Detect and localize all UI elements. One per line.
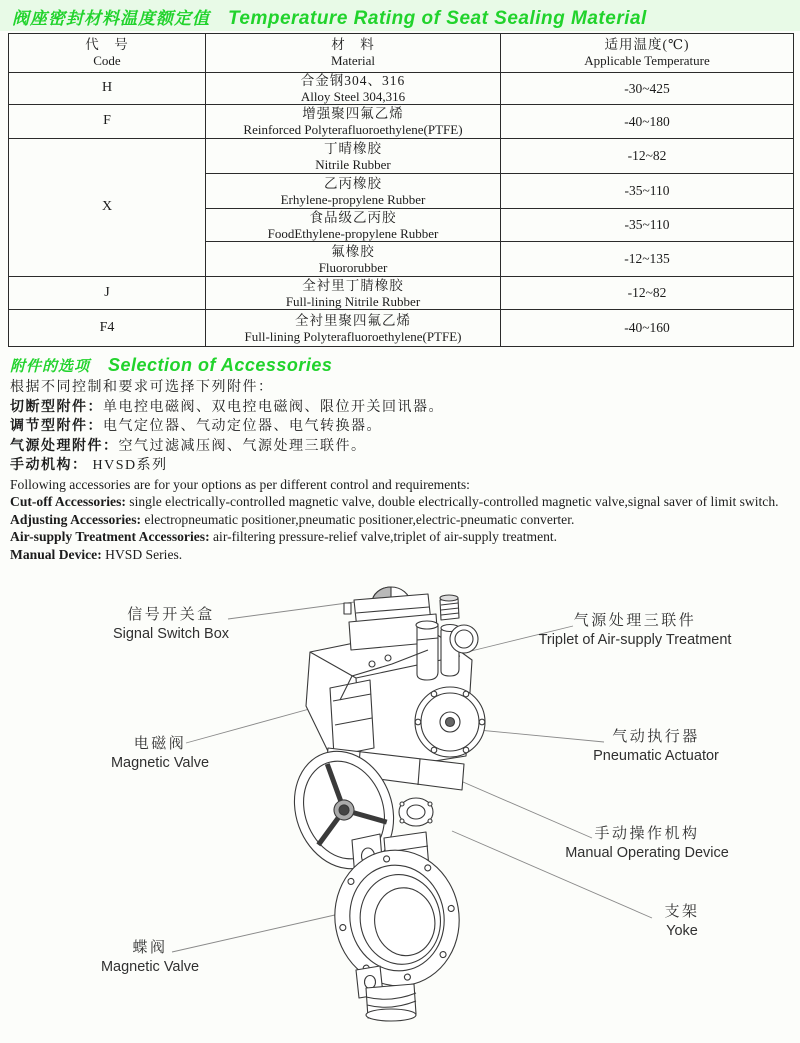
page-title-en: Temperature Rating of Seat Sealing Material — [228, 8, 647, 29]
table-row — [9, 310, 794, 347]
header-temperature: 适用温度(℃) Applicable Temperature — [501, 34, 794, 73]
material-cell: 增强聚四氟乙烯 Reinforced Polyterafluoroethylene(PTFE) — [206, 105, 501, 139]
temp-cell: -40~180 — [501, 105, 794, 139]
paragraph: Air-supply Treatment Accessories: air-filtering pressure-relief valve,triplet of air-supply treatment. — [10, 529, 558, 545]
paragraph: Manual Device: HVSD Series. — [10, 546, 183, 562]
material-cell: 全衬里聚四氟乙烯 Full-lining Polyterafluoroethylene(PTFE) — [206, 310, 501, 347]
temp-cell: -35~110 — [501, 174, 794, 209]
table-row — [9, 139, 794, 174]
temp-cell: -35~110 — [501, 209, 794, 242]
paragraph: 切断型附件：单电控电磁阀、双电控电磁阀、限位开关回讯器。 — [10, 399, 444, 415]
leader-line — [468, 729, 604, 742]
label-butterfly-valve: 蝶阀 Magnetic Valve — [100, 939, 200, 975]
solenoid-valve-block — [330, 680, 374, 756]
code-cell: H — [9, 73, 206, 105]
code-cell: J — [9, 277, 206, 310]
leader-line — [228, 601, 362, 619]
page-title — [12, 4, 647, 30]
label-pneumatic-actuator: 气动执行器 Pneumatic Actuator — [593, 728, 719, 764]
temp-cell: -40~160 — [501, 310, 794, 347]
material-cell: 全衬里丁腈橡胶 Full-lining Nitrile Rubber — [206, 277, 501, 310]
accessories-en-paragraphs — [10, 478, 792, 565]
label-triplet-air-supply: 气源处理三联件 Triplet of Air-supply Treatment — [538, 612, 732, 648]
accessories-zh-paragraphs — [10, 381, 790, 479]
header-material: 材 料 Material — [206, 34, 501, 73]
paragraph: Adjusting Accessories: electropneumatic positioner,pneumatic positioner,electric-pneumatic converter. — [10, 511, 575, 527]
table-row — [9, 73, 794, 105]
temp-cell: -12~82 — [501, 277, 794, 310]
code-cell: F4 — [9, 310, 206, 347]
table-row — [9, 277, 794, 310]
paragraph: 调节型附件：电气定位器、气动定位器、电气转换器。 — [10, 419, 382, 434]
accessories-section-title — [10, 355, 332, 376]
accessories-title-en: Selection of Accessories — [108, 355, 333, 375]
material-cell: 乙丙橡胶 Erhylene-propylene Rubber — [206, 174, 501, 209]
code-cell: F — [9, 105, 206, 139]
actuator-assembly — [306, 587, 485, 776]
valve-assembly-diagram — [0, 575, 800, 1038]
material-cell: 合金钢304、316 Alloy Steel 304,316 — [206, 73, 501, 105]
temp-cell: -12~82 — [501, 139, 794, 174]
table-row — [9, 105, 794, 139]
material-cell: 丁晴橡胶 Nitrile Rubber — [206, 139, 501, 174]
paragraph: 气源处理附件：空气过滤减压阀、气源处理三联件。 — [10, 438, 367, 454]
paragraph: Following accessories are for your options as per different control and requirements: — [10, 477, 470, 492]
temp-cell: -12~135 — [501, 242, 794, 277]
header-code: 代 号 Code — [9, 34, 206, 73]
code-cell: X — [9, 139, 206, 277]
material-cell: 食品级乙丙胶 FoodEthylene-propylene Rubber — [206, 209, 501, 242]
page-title-zh: 阀座密封材料温度额定值 — [12, 9, 210, 28]
paragraph: 手动机构： HVSD系列 — [10, 458, 168, 473]
label-magnetic-valve: 电磁阀 Magnetic Valve — [110, 735, 210, 771]
temperature-rating-table — [8, 33, 794, 347]
paragraph: Cut-off Accessories: single electrically-controlled magnetic valve, double electrically-controlled magnetic valve,signal saver of limit switch. — [10, 494, 779, 510]
accessories-title-zh: 附件的选项 — [10, 358, 91, 375]
table-header-row — [9, 34, 794, 73]
filter-bottle — [417, 624, 438, 680]
paragraph: 根据不同控制和要求可选择下列附件： — [10, 380, 274, 395]
material-cell: 氟橡胶 Fluororubber — [206, 242, 501, 277]
label-signal-switch-box: 信号开关盒 Signal Switch Box — [112, 606, 230, 642]
label-yoke: 支架 Yoke — [664, 903, 700, 939]
label-manual-operating-device: 手动操作机构 Manual Operating Device — [565, 825, 729, 861]
temp-cell: -30~425 — [501, 73, 794, 105]
